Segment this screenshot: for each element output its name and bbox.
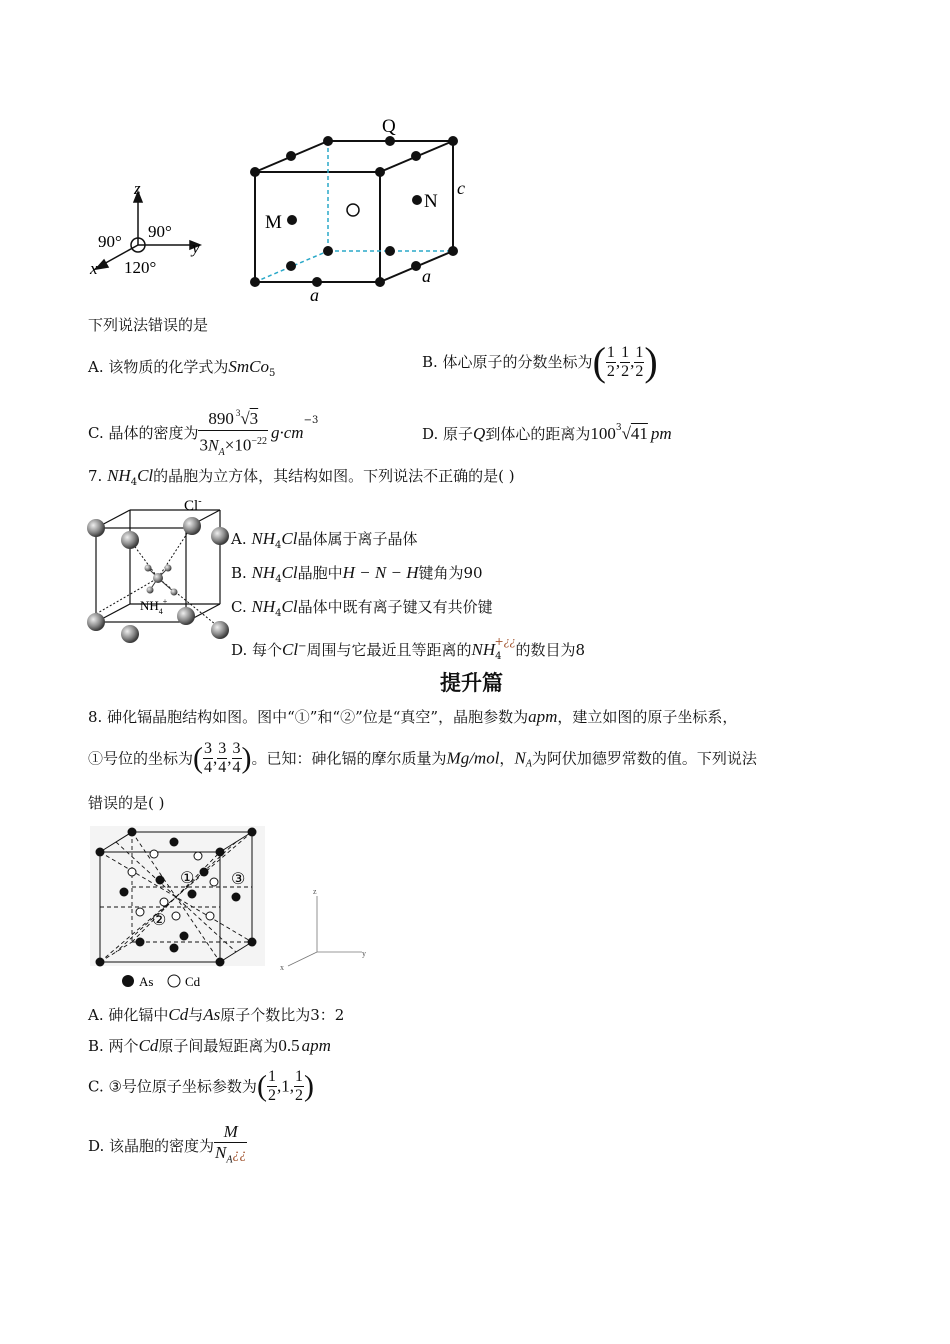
b-frac3-den: 2 [635,362,644,380]
pos1-label: ① [180,870,195,887]
legend-as-label: As [139,974,154,989]
pos3-label: ③ [231,871,246,888]
b-frac2-den: 2 [621,362,630,380]
option-a-formula: SmCo [228,357,269,376]
b-frac1-den: 2 [606,362,615,380]
option-c-unit: g·cm [271,423,304,443]
angle-bottom-label: 120° [124,258,157,277]
option-a-sub: 5 [269,368,276,379]
q8-option-c[interactable]: C. ③号位原子坐标参数为( $\frac{1}{2}$ ,1, $\frac{1}{2}$ ) [88,1068,314,1104]
q7-stem: 7. $NH_4Cl$的晶胞为立方体，其结构如图。下列说法不正确的是( ) [88,466,515,488]
cl-label: Cl- [184,496,202,514]
q8-line3: 错误的是( ) [88,794,165,812]
option-c-label: C. 晶体的密度为 [88,424,199,443]
q8-line2: ①号位的坐标为( $\frac{3}{4}$ , $\frac{3}{4}$ , $\frac{3}{4}$ )。已知：砷化镉的摩尔质量为Mg/mol，$N_A$为阿伏加德罗常数的值。下列说法 [88,740,757,776]
figure-nh4cl-cell [82,492,242,652]
q6-option-b[interactable]: B. 体心原子的分数坐标为( $\frac{1}{2}$ , $\frac{1}{2}$ , $\frac{1}{2}$ ) [422,339,658,384]
option-c-fraction: $\frac{890 ^3√3}{3N_A\times 10^{-22}}$ [198,402,268,464]
pos2-label: ② [152,912,167,929]
q8-option-d[interactable]: D. 该晶胞的密度为 $\frac{M}{N_A¿¿}$ [88,1122,247,1166]
axis-x-label: x [90,259,98,278]
svg-text:x: x [280,963,284,972]
axis-y-label: y [192,238,200,257]
legend-as-dot [122,975,134,987]
label-a-bottom: a [310,285,319,305]
label-n: N [424,191,438,212]
b-frac1-num: 1 [606,343,615,361]
figure-smco5-cell [80,108,480,308]
coord-axes [288,896,362,966]
q7-option-c[interactable]: C. $NH_4Cl$晶体中既有离子键又有共价键 [231,597,493,619]
option-a-label: A. 该物质的化学式为 [88,358,229,376]
nh4-label: $NH_4^+$ [140,597,168,616]
figure-cd3as2-cell [88,824,378,994]
label-m: M [265,212,282,233]
b-frac2-num: 1 [621,343,630,361]
body-center-atom [347,204,359,216]
q8-option-b[interactable]: B. 两个Cd原子间最短距离为0.5 apm [88,1036,331,1055]
angle-right-label: 90° [148,222,172,241]
q6-option-a[interactable] [88,357,275,384]
label-q: Q [382,116,396,137]
q8-option-a[interactable]: A. 砷化镉中Cd与As原子个数比为3：2 [88,1005,345,1024]
svg-text:y: y [362,949,366,958]
option-b-label: B. 体心原子的分数坐标为 [422,353,593,371]
legend-cd-dot [168,975,180,987]
label-c: c [457,178,465,198]
svg-text:z: z [313,887,317,896]
q6-stem: 下列说法错误的是 [88,316,209,334]
q7-option-b[interactable]: B. $NH_4Cl$晶胞中H − N − H键角为90 [231,563,483,585]
b-frac3-num: 1 [635,343,644,361]
section-title: 提升篇 [440,671,503,695]
q6-option-d[interactable]: D. 原子Q到体心的距离为$100^3√41$ pm [422,423,672,443]
q7-option-d[interactable]: D. 每个Cl−周围与它最近且等距离的$NH_4^{+¿¿}$的数目为8 [231,635,586,662]
q8-line1: 8. 砷化镉晶胞结构如图。图中“①”和“②”位是“真空”，晶胞参数为apm，建立如图的原子坐标系， [88,707,738,726]
angle-left-label: 90° [98,232,122,251]
label-a-side: a [422,266,431,286]
legend-cd-label: Cd [185,974,201,989]
q7-option-a[interactable]: A. $NH_4Cl$晶体属于离子晶体 [231,529,418,551]
q6-option-c[interactable]: C. 晶体的密度为 $\frac{890 ^3√3}{3N_A\times 10^{-22}}$ $g\cdot cm^{-3}$ [88,402,318,464]
axis-z-label: z [134,179,141,198]
